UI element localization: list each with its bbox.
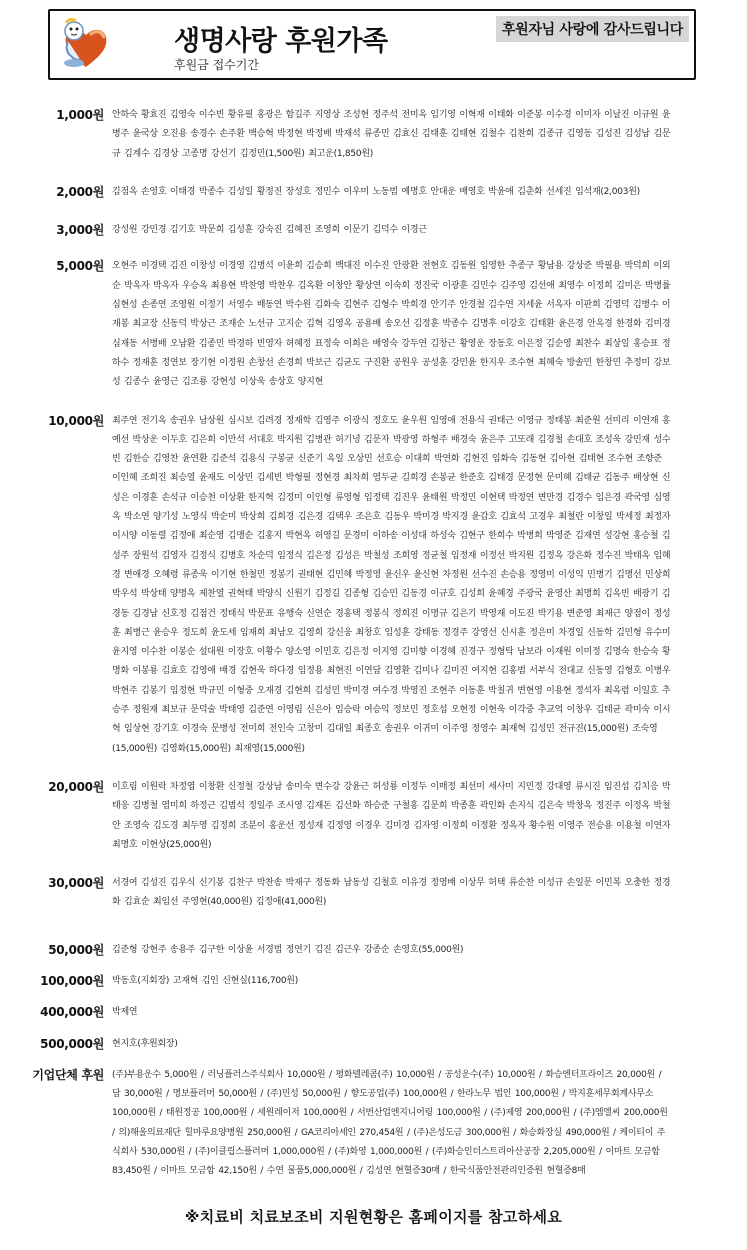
donation-amount: 3,000원 [56, 223, 104, 238]
donor-names: 김점옥 손영호 이태경 박종수 김성일 황정진 장성호 정민수 이우미 노동범 예명호 안대운 배영호 박윤애 김춘화 선세진 임석재(2,003원) [112, 186, 640, 197]
page-subtitle: 후원금 접수기간 [174, 58, 259, 72]
page-title: 생명사랑 후원가족 [174, 26, 388, 57]
donor-names: 안하숙 황효진 김영숙 이수빈 황유필 홍광은 함길주 지영상 조성현 정주석 전미옥 임기영 이혁재 이태화 이준봉 이수경 이미자 이날진 이규원 윤병주 윤국상 오진용 송경수 손주환 백승혁 박정현 박정배 박재석 류종민 김효신 김태훈 김태현 김철수 김찬희 김종규 김영동 김성진 김성남 김문규 김계수 김경상 고종명 강선기 김정민(1,500원) 최고운(1,850원) [112, 110, 671, 159]
donor-names: 이호림 이원락 차정엽 이창환 신정철 강상남 송미숙 변수강 강윤근 허성룡 이정두 이매정 최선미 세사미 지민정 강대영 류시진 임진섭 김치응 박태웅 김병철 염미희 하정근 김범석 정일주 조시영 김재돈 김선화 하승준 구철홍 김문희 박종훈 곽인화 손지식 김은숙 박창옥 정진주 이정옥 박철안 조영숙 김도경 최두영 김정희 조분이 홍운선 정성재 김정영 이경우 김미경 김자영 이정희 이정환 정옥자 황수원 이영주 전승용 이용철 이연자 최명호 이현상(25,000원) [112, 781, 671, 850]
donation-group [0, 412, 747, 759]
donation-group [0, 257, 747, 392]
donation-group [0, 183, 747, 202]
donor-names: 서경여 김성진 김우식 신기봉 김찬구 박찬송 박재구 정동화 남동성 김철호 이유경 정영배 이상무 허택 류순찬 이성규 손일문 이민복 오충한 정경화 김효순 최임선 주영현(40,000원) 김정애(41,000원) [112, 878, 671, 908]
donation-amount: 1,000원 [56, 108, 104, 122]
donation-group [0, 972, 747, 991]
donation-group [0, 1066, 747, 1182]
donation-amount: 100,000원 [40, 973, 104, 988]
donation-amount: 400,000원 [40, 1005, 104, 1020]
donor-names: (주)부용운수 5,000원 / 러닝플러스주식회사 10,000원 / 평화텔레콤(주) 10,000원 / 공성운수(주) 10,000원 / 화승엔터프라이즈 20,000원 / 담 30,000원 / 명보플러머 50,000원 / (주)민성 50,000원 / 향도공업(주) 100,000원 / 한라노무 법인 100,000원 / 박지훈세무회계사무소 100,000원 / 태원정공 100,000원 / 세원레이저 100,000원 / 서번산업엔지니어링 100,000원 / (주)제영 200,000원 / (주)엠엘씨 200,000원 / 의)해올의료재단 힐마루요양병원 250,000원 / GA코리아세인 270,454원 / (주)은성도금 300,000원 / 화승화장실 490,000원 / 케이티이 주식회사 530,000원 / (주)이클립스플러머 1,000,000원 / (주)화영 1,000,000원 / (주)화승인더스트리아산공장 2,205,000원 / 이마트 모금함 83,450원 / 이마트 모금함 42,150원 / 수연 물품5,000,000원 / 김성연 현혈증30매 / 한국식품안전관리인증원 현혈증8매 [112, 1069, 668, 1177]
donor-list [0, 106, 747, 1182]
donation-group [0, 221, 747, 240]
donation-group [0, 1003, 747, 1022]
header-box [48, 9, 696, 80]
donation-amount: 기업단체 후원 [32, 1067, 104, 1082]
donation-group [0, 1035, 747, 1054]
donation-amount: 30,000원 [48, 876, 104, 891]
donor-names: 박제연 [112, 1007, 138, 1018]
donor-names: 현지호(후원회장) [112, 1038, 178, 1049]
donation-amount: 5,000원 [56, 259, 104, 274]
donation-amount: 10,000원 [48, 413, 104, 428]
donation-amount: 50,000원 [48, 942, 104, 957]
donor-names: 김준형 강현주 송용주 김구한 이상윤 서경범 정연기 김진 김근우 강종순 손영호(55,000원) [112, 944, 464, 955]
donor-names: 강성원 강민경 김기호 박문희 김성훈 강숙진 김혜진 조영희 이문기 김덕수 이경근 [112, 225, 427, 236]
donation-group [0, 874, 747, 913]
donation-amount: 20,000원 [48, 779, 104, 794]
donor-names: 박동호(지회장) 고재혁 김인 신현실(116,700원) [112, 975, 299, 986]
donation-amount: 500,000원 [40, 1036, 104, 1051]
heart-mascot-icon [60, 17, 112, 73]
donor-names: 오현주 이경택 김진 이창성 이경영 김병석 이윤희 김승희 백대진 이수진 안광환 전현호 김동원 임영한 추종구 황남용 강상준 박필용 박덕희 이외순 박옥자 박옥자 우승옥 최용현 박찬영 박찬우 김옥환 이창안 황상연 이숙희 정진국 이광훈 김민수 김주영 김선애 최영수 이정희 김미은 박병률 심현성 손종연 조영원 이정기 서영수 배동연 박수원 김화숙 김현주 김형수 박희경 안기주 안경철 김수연 지세윤 서옥자 이판희 김영덕 김병수 이재봉 최교장 신동덕 박상근 조재순 노선규 고지순 김혁 김영옥 공용배 송오선 김정훈 박종수 김명후 이강호 김태환 윤은경 안옥경 한경화 김미경 심재동 서병배 오남환 김종민 박경하 빈영자 허혜정 표정숙 이희은 배영숙 강두연 김창근 황영운 장동호 이은정 김순영 최찬수 최상일 홍승표 정하수 정재훈 정연보 장기현 이정원 손창선 손경희 박보근 김균도 구진환 공원우 공성훈 강민윤 한지우 조수현 최혜숙 방솔민 한창민 추정미 강보성 김종수 윤영근 김조룡 강현성 이상욱 송상호 양지현 [112, 261, 671, 388]
footer-notice: ※치료비 치료보조비 지원현황은 홈페이지를 참고하세요 [184, 1208, 563, 1226]
donation-group [0, 941, 747, 960]
thanks-badge: 후원자님 사랑에 감사드립니다 [496, 16, 689, 42]
donation-group [0, 778, 747, 855]
donation-group [0, 106, 747, 164]
donor-names: 최주연 전기옥 송권우 남상원 심시보 김려경 정재학 김영주 이광식 정호도 윤우원 임영애 전용식 권태근 이영규 정태봉 최준원 선미리 이연재 홍예선 박상운 이두호 김은희 이만석 서대호 박지원 김병관 허기녕 김문자 박광영 하형주 배경숙 윤은주 고또래 김경철 손대호 조성욱 강민재 성수빈 김한승 김영찬 윤연환 김준석 김용식 구봉균 신준기 옥일 오상민 선호승 이대희 박연화 김현진 임화숙 김동현 김아현 김태현 조수현 조향준 이인혜 조희진 최승열 윤재도 이상민 김세빈 박형필 정현경 최차희 염두균 김희경 손봉균 한준호 김태경 문정현 문미혜 김태균 김동주 배상현 신성은 이경훈 손석규 이승천 이상환 한지혁 김정미 이인형 류영형 임정택 김진우 윤태원 박정민 이현택 박정연 변만경 김경수 임은경 곽국영 심영옥 박소연 양기성 노영식 박순미 박상희 김희경 김은경 김택우 조은호 김동우 박미경 박지경 윤갑호 김효석 고경우 최철란 이창일 박세정 최정자 이시양 이동렬 김정애 최순영 김맹순 김홍지 박현옥 허영길 문경미 이하송 이성대 하성숙 김현구 한희수 박병희 박영준 김재연 성강현 홍승철 김성주 장원석 김영자 김정식 김병호 차순덕 임정식 김은정 김성은 박철성 조희영 정균철 임정재 이정선 박지원 김정옥 강은화 정수진 박태옥 임혜경 변애경 오혜령 류종욱 이기현 한철민 정봉기 권태현 김민혜 박정영 윤신우 윤신현 차정원 선수진 손승용 정영미 이성익 민병기 김명선 민상희 박우석 박상태 양명옥 제찬열 권혁태 박양식 신원기 김정길 김종형 김승민 김동경 이규호 김성희 윤혜경 주광국 윤영산 최명희 김옥빈 배광기 김경동 김경남 신호정 김점건 정태식 박문표 유행숙 신연순 경홍택 정봉식 정희진 이명규 김은기 박영재 이도진 박기용 변준영 최재근 양점이 정성훈 최병근 윤승우 정도희 윤도세 임재희 최남오 김영희 강신웅 최창호 임성훈 강태동 정경주 강영선 신시훈 정은미 차경일 신동학 김민형 유수미 윤지영 이수찬 이봉순 설대원 이장호 이황수 양소영 이민호 김은정 이지영 김미향 이경혜 진경구 정형탁 남보라 이재원 이미정 김명숙 한승숙 황명화 이봉룡 김효호 김영애 배경 김현욱 하다경 임정용 최현진 이연담 김영환 김미나 김미진 여지현 김홍범 서부식 전대교 신동영 김형호 이병우 박현주 김봉기 임정현 박규민 이형중 오재경 김현희 김성민 박미경 여수경 박영진 조현주 이동훈 박칠귀 변현영 이용현 정석자 최옥렴 이일호 추승주 정원재 최보규 문덕술 박태영 김준연 이영림 신은아 임승락 여승익 정보민 정호섭 오현정 이현욱 이각중 추교억 이창우 김태균 곽미숙 이시혁 임상현 강기호 이경숙 문병성 전미희 전인숙 고창미 김대일 최종호 송권우 이귀미 이주영 정영수 최재혁 김성민 전규진(15,000원) 조숙영(15,000원) 김영화(15,000원) 최재영(15,000원) [112, 415, 671, 754]
donation-amount: 2,000원 [56, 184, 104, 199]
